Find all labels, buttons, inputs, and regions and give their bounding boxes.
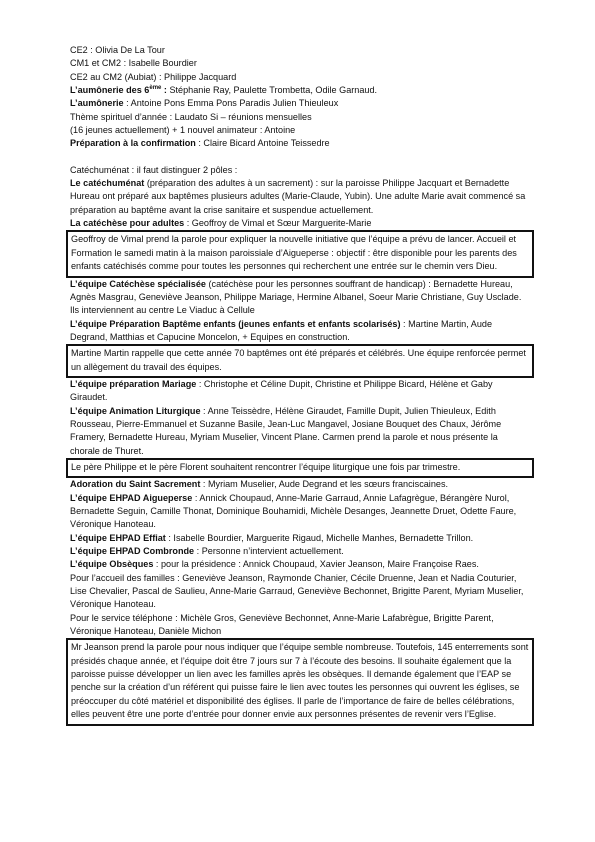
- ce2-line: CE2 : Olivia De La Tour: [70, 45, 165, 55]
- note-box-obseques: Mr Jeanson prend la parole pour nous indiquer que l’équipe semble nombreuse. Toutefois, 145 enterrements sont présidés chaque année, et l’équipe doit être 7 jours sur 7 à l’écoute des besoins. Il souhaite également que la paroisse puisse développer un lien avec les familles après les obsèques. Il demande également que l’EAP se penche sur la création d’un référent qui puisse faire le lien avec toutes les personnes qui ouvrent les églises, se préoccuper du côté matériel et disponibilité des églises. Il parle de l’importance de faire de belles célébrations, elles peuvent être une porte d’entrée pour donner envie aux personnes présentes de revenir vers l’Eglise.: [66, 638, 534, 725]
- catechese-specialisee-paragraph: L’équipe Catéchèse spécialisée (catéchèse pour les personnes souffrant de handicap) : Bernadette Hureau, Agnès Masgrau, Geneviève Jeanson, Philippe Mariage, Hermine Albanel, Soeur Marie Christiane, Guy Usclade. Ils interviennent au centre Le Viaduc à Cellule: [70, 278, 522, 316]
- liturgie-paragraph: L’équipe Animation Liturgique : Anne Teissèdre, Hélène Giraudet, Famille Dupit, Julien Thieuleux, Edith Rousseau, Pierre-Emmanuel et Suzanne Basile, Jean-Luc Mangavel, Josiane Bouquet des Chaux, Jérôme Framery, Bernadette Hureau, Myriam Muselier, Vincent Plane. Carmen prend la parole et nous présente la chorale de Thuret.: [70, 405, 502, 456]
- document-page: [70, 44, 530, 726]
- obseques-paragraph: L’équipe Obsèques : pour la présidence : Annick Choupaud, Xavier Jeanson, Maire Françoise Raes.: [70, 559, 479, 570]
- adoration-paragraph: Adoration du Saint Sacrement : Myriam Muselier, Aude Degrand et les sœurs franciscaines.: [70, 479, 449, 490]
- note-box-bapteme: Martine Martin rappelle que cette année 70 baptêmes ont été préparés et célébrés. Une équipe renforcée permet un allègement du travail des équipes.: [66, 344, 534, 378]
- ce2-cm2-aubiat-line: CE2 au CM2 (Aubiat) : Philippe Jacquard: [70, 71, 237, 82]
- catechumenat-paragraph: Le catéchuménat (préparation des adultes à un sacrement) : sur la paroisse Philippe Jacquart et Bernadette Hureau ont préparé aux baptêmes plusieurs adultes (Marie-Claude, Yubin). Une adulte Marie avait commencé sa préparation au baptême avant la crise sanitaire et suspendue actuellement.: [70, 178, 526, 215]
- ehpad-aigueperse-paragraph: L’équipe EHPAD Aigueperse : Annick Choupaud, Anne-Marie Garraud, Annie Lafagrègue, Bérangère Nurol, Bernadette Seguin, Camille Thonat, Dominique Bouhamidi, Michèle Desanges, Jeannette Druet, Odette Faure, Véronique Hanoteau.: [70, 492, 517, 530]
- spacer: [70, 151, 530, 164]
- cm1-cm2-line: CM1 et CM2 : Isabelle Bourdier: [70, 58, 197, 69]
- theme-line: Thème spirituel d’année : Laudato Si – réunions mensuelles: [70, 111, 312, 122]
- catechumenat-intro: Catéchuménat : il faut distinguer 2 pôles :: [70, 164, 238, 175]
- bapteme-paragraph: L’équipe Préparation Baptême enfants (jeunes enfants et enfants scolarisés) : Martine Martin, Aude Degrand, Matthias et Capucine Moncelon, + Equipes en construction.: [70, 318, 492, 342]
- aumonerie-6eme-line: L’aumônerie des 6ème : Stéphanie Ray, Paulette Trombetta, Odile Garnaud.: [70, 85, 378, 96]
- aumonerie-6eme-label: L’aumônerie des 6ème :: [70, 85, 167, 96]
- accueil-familles-paragraph: Pour l’accueil des familles : Geneviève Jeanson, Raymonde Chanier, Cécile Druenne, Jean et Nadia Couturier, Lise Chevalier, Pascal de Saulieu, Anne-Marie Garraud, Geneviève Bechonnet, Brigitte Parent, Myriam Muselier, Véronique Hanoteau.: [70, 572, 524, 610]
- note-box-catechese: Geoffroy de Vimal prend la parole pour expliquer la nouvelle initiative que l’équipe a prévu de lancer. Accueil et Formation le samedi matin à la maison paroissiale d’Aigueperse : objectif : être disponible pour les parents des enfants catéchisés comme pour toutes les personnes qui recherchent une entrée sur le chemin vers Dieu.: [66, 230, 534, 277]
- jeunes-line: (16 jeunes actuellement) + 1 nouvel animateur : Antoine: [70, 125, 296, 136]
- note-box-liturgie: Le père Philippe et le père Florent souhaitent rencontrer l’équipe liturgique une fois par trimestre.: [66, 458, 534, 478]
- aumonerie-line: L’aumônerie : Antoine Pons Emma Pons Paradis Julien Thieuleux: [70, 98, 339, 109]
- ehpad-effiat-paragraph: L’équipe EHPAD Effiat : Isabelle Bourdier, Marguerite Rigaud, Michelle Manhes, Bernadette Trillon.: [70, 532, 474, 543]
- confirmation-line: Préparation à la confirmation : Claire Bicard Antoine Teissedre: [70, 138, 330, 149]
- mariage-paragraph: L’équipe préparation Mariage : Christophe et Céline Dupit, Christine et Philippe Bicard, Hélène et Gaby Giraudet.: [70, 378, 493, 403]
- catechese-adultes-line: La catéchèse pour adultes : Geoffroy de Vimal et Sœur Marguerite-Marie: [70, 218, 372, 229]
- ehpad-combronde-paragraph: L’équipe EHPAD Combronde : Personne n’intervient actuellement.: [70, 546, 344, 557]
- service-telephone-paragraph: Pour le service téléphone : Michèle Gros, Geneviève Bechonnet, Anne-Marie Lafabrègue, Brigitte Parent, Véronique Hanoteau, Danièle Michon: [70, 612, 494, 637]
